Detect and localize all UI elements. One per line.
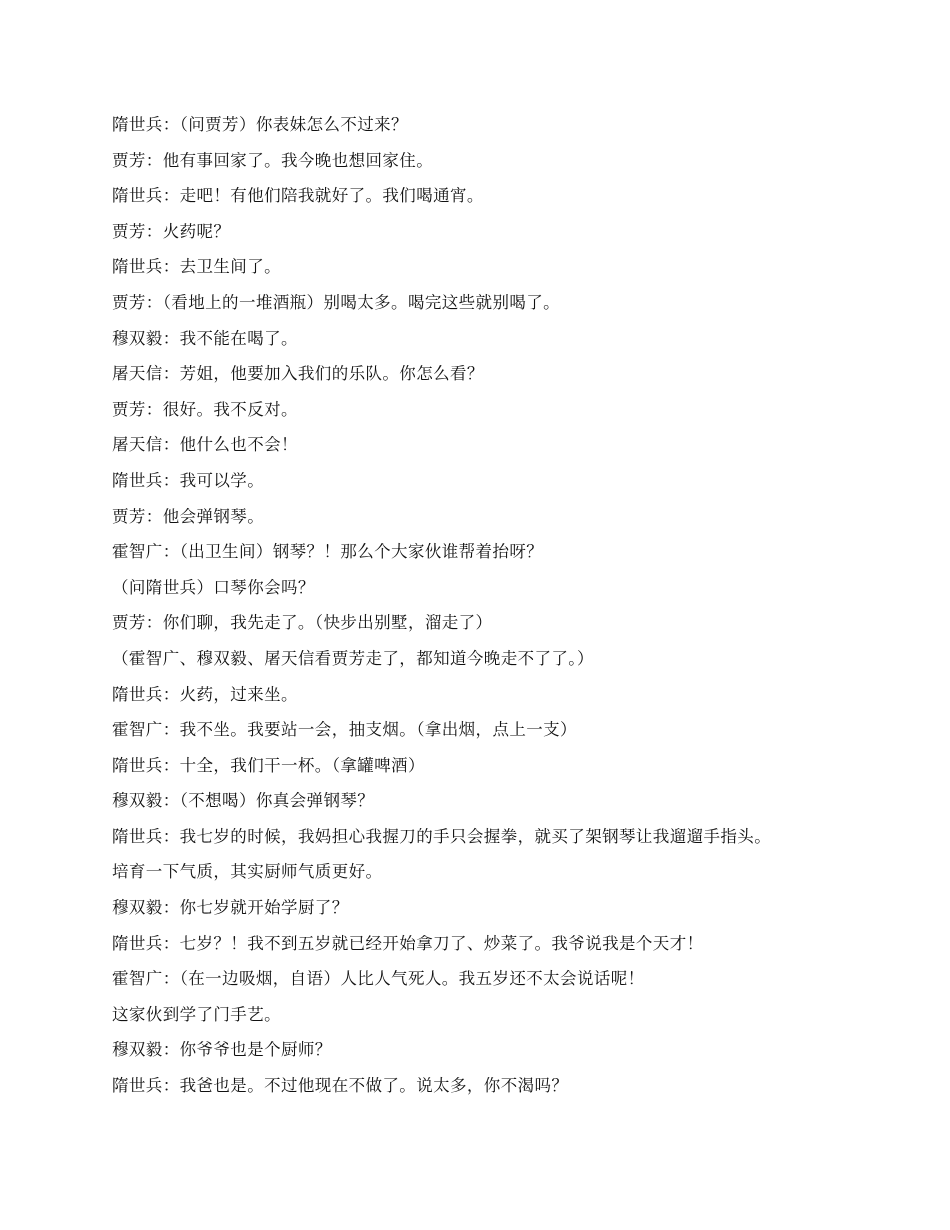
script-line: 隋世兵：走吧！有他们陪我就好了。我们喝通宵。 (112, 186, 484, 206)
script-line: 屠天信：芳姐，他要加入我们的乐队。你怎么看？ (112, 364, 484, 384)
script-line: 隋世兵：十全，我们干一杯。（拿罐啤酒） (112, 755, 425, 775)
script-line: 穆双毅：（不想喝）你真会弹钢琴？ (112, 791, 375, 811)
script-line: 隋世兵：（问贾芳）你表妹怎么不过来？ (112, 115, 408, 134)
script-line: 穆双毅：我不能在喝了。 (112, 328, 298, 348)
script-line: 隋世兵：我爸也是。不过他现在不做了。说太多，你不渴吗？ (112, 1076, 569, 1096)
script-line: 隋世兵：我可以学。 (112, 470, 265, 490)
script-line: 霍智广：我不坐。我要站一会，抽支烟。（拿出烟，点上一支） (112, 720, 577, 740)
script-line: 隋世兵：我七岁的时候，我妈担心我握刀的手只会握拳，就买了架钢琴让我遛遛手指头。 (112, 826, 772, 846)
script-line: 贾芳：他会弹钢琴。 (112, 506, 265, 526)
script-line: 贾芳：他有事回家了。我今晚也想回家住。 (112, 150, 434, 170)
script-line: 穆双毅：你七岁就开始学厨了？ (112, 898, 349, 918)
script-line: （霍智广、穆双毅、屠天信看贾芳走了，都知道今晚走不了了。） (112, 648, 594, 668)
script-line: 隋世兵：火药，过来坐。 (112, 684, 298, 704)
script-line: 屠天信：他什么也不会！ (112, 435, 298, 455)
script-line: 霍智广：（在一边吸烟，自语）人比人气死人。我五岁还不太会说话呢！ (112, 969, 645, 989)
script-line: 霍智广：（出卫生间）钢琴？！那么个大家伙谁帮着抬呀？ (112, 542, 544, 562)
script-line: 贾芳：很好。我不反对。 (112, 399, 298, 419)
script-line: 贾芳：火药呢？ (112, 221, 231, 241)
script-line: 隋世兵：去卫生间了。 (112, 257, 281, 277)
script-line: （问隋世兵）口琴你会吗？ (112, 577, 315, 597)
script-text-body (112, 107, 912, 1104)
script-line: 穆双毅：你爷爷也是个厨师？ (112, 1040, 332, 1060)
script-line: 这家伙到学了门手艺。 (112, 1004, 281, 1024)
script-line: 隋世兵：七岁？！我不到五岁就已经开始拿刀了、炒菜了。我爷说我是个天才！ (112, 933, 704, 953)
script-line: 培育一下气质，其实厨师气质更好。 (112, 862, 383, 882)
script-line: 贾芳：你们聊，我先走了。（快步出别墅，溜走了） (112, 613, 493, 633)
script-line: 贾芳：（看地上的一堆酒瓶）别喝太多。喝完这些就别喝了。 (112, 292, 561, 312)
